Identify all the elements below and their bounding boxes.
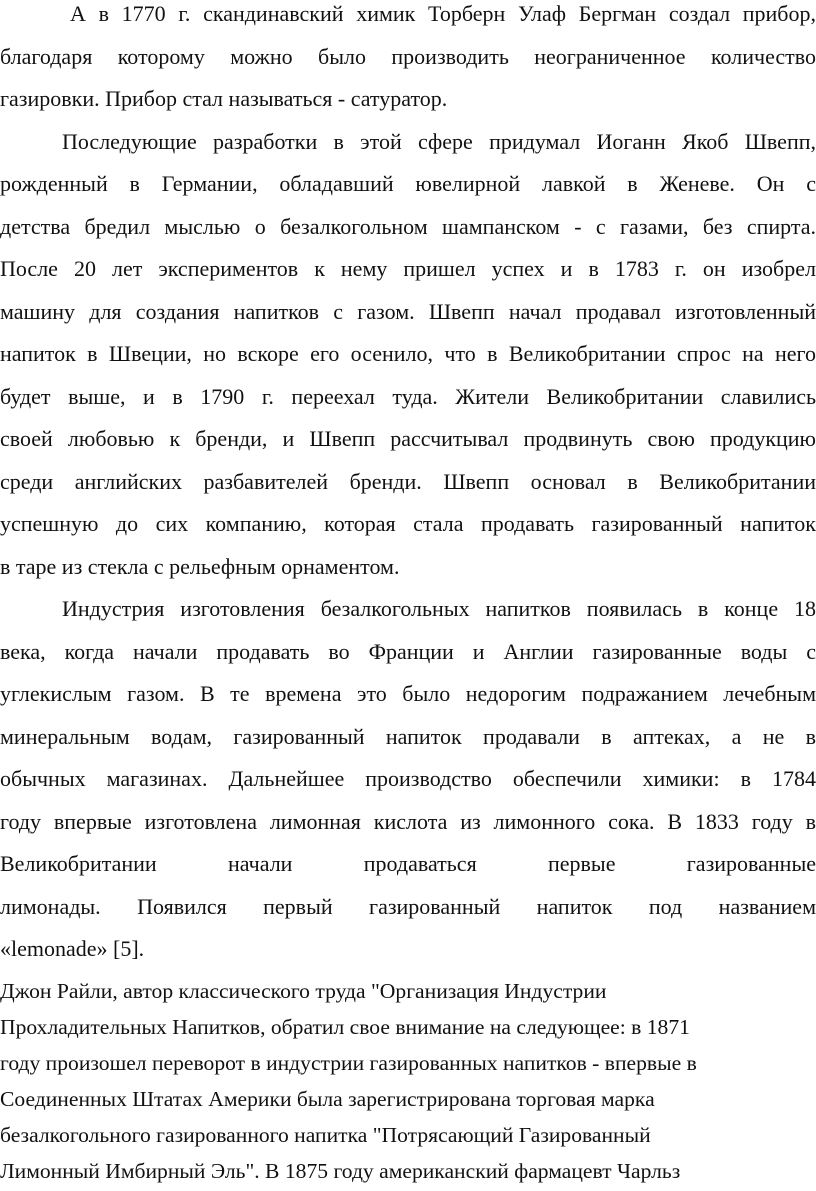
- text-line: детства бредил мыслью о безалкогольном шампанском - с газами, без спирта.: [0, 214, 816, 239]
- text-line: века, когда начали продавать во Франции и Англии газированные воды с: [0, 639, 816, 664]
- text-line: рожденный в Германии, обладавший ювелирной лавкой в Женеве. Он с: [0, 171, 816, 196]
- text-line: напиток в Швеции, но вскоре его осенило, что в Великобритании спрос на него: [0, 341, 816, 366]
- text-line: Последующие разработки в этой сфере придумал Иоганн Якоб Швепп,: [62, 129, 816, 154]
- text-line: благодаря которому можно было производить неограниченное количество: [0, 44, 816, 69]
- text-line: лимонады. Появился первый газированный напиток под названием: [0, 894, 816, 919]
- text-line: Лимонный Имбирный Эль". В 1875 году американский фармацевт Чарльз: [0, 1159, 681, 1183]
- text-line: углекислым газом. В те времена это было недорогим подражанием лечебным: [0, 681, 816, 706]
- text-line: машину для создания напитков с газом. Швепп начал продавал изготовленный: [0, 299, 816, 324]
- text-line: обычных магазинах. Дальнейшее производство обеспечили химики: в 1784: [0, 766, 816, 791]
- text-line: в таре из стекла с рельефным орнаментом.: [0, 554, 400, 579]
- text-line: безалкогольного газированного напитка "Потрясающий Газированный: [0, 1123, 651, 1147]
- text-line: Индустрия изготовления безалкогольных напитков появилась в конце 18: [62, 596, 816, 621]
- text-line: году впервые изготовлена лимонная кислота из лимонного сока. В 1833 году в: [0, 809, 816, 834]
- text-line: «lemonade» [5].: [0, 936, 145, 961]
- text-line: Великобритании начали продаваться первые газированные: [0, 851, 816, 876]
- text-line: А в 1770 г. скандинавский химик Торберн Улаф Бергман создал прибор,: [70, 1, 816, 26]
- text-line: Соединенных Штатах Америки была зарегистрирована торговая марка: [0, 1087, 655, 1111]
- text-line: будет выше, и в 1790 г. переехал туда. Жители Великобритании славились: [0, 384, 816, 409]
- text-line: своей любовью к бренди, и Швепп рассчитывал продвинуть свою продукцию: [0, 426, 816, 451]
- text-line: успешную до сих компанию, которая стала продавать газированный напиток: [0, 511, 816, 536]
- text-line: После 20 лет экспериментов к нему пришел успех и в 1783 г. он изобрел: [0, 256, 816, 281]
- text-line: Прохладительных Напитков, обратил свое внимание на следующее: в 1871: [0, 1015, 690, 1039]
- text-line: Джон Райли, автор классического труда "Организация Индустрии: [0, 979, 607, 1003]
- text-line: газировки. Прибор стал называться - сатуратор.: [0, 86, 448, 111]
- text-line: минеральным водам, газированный напиток продавали в аптеках, а не в: [0, 724, 816, 749]
- text-line: году произошел переворот в индустрии газированных напитков - впервые в: [0, 1051, 697, 1075]
- text-line: среди английских разбавителей бренди. Швепп основал в Великобритании: [0, 469, 816, 494]
